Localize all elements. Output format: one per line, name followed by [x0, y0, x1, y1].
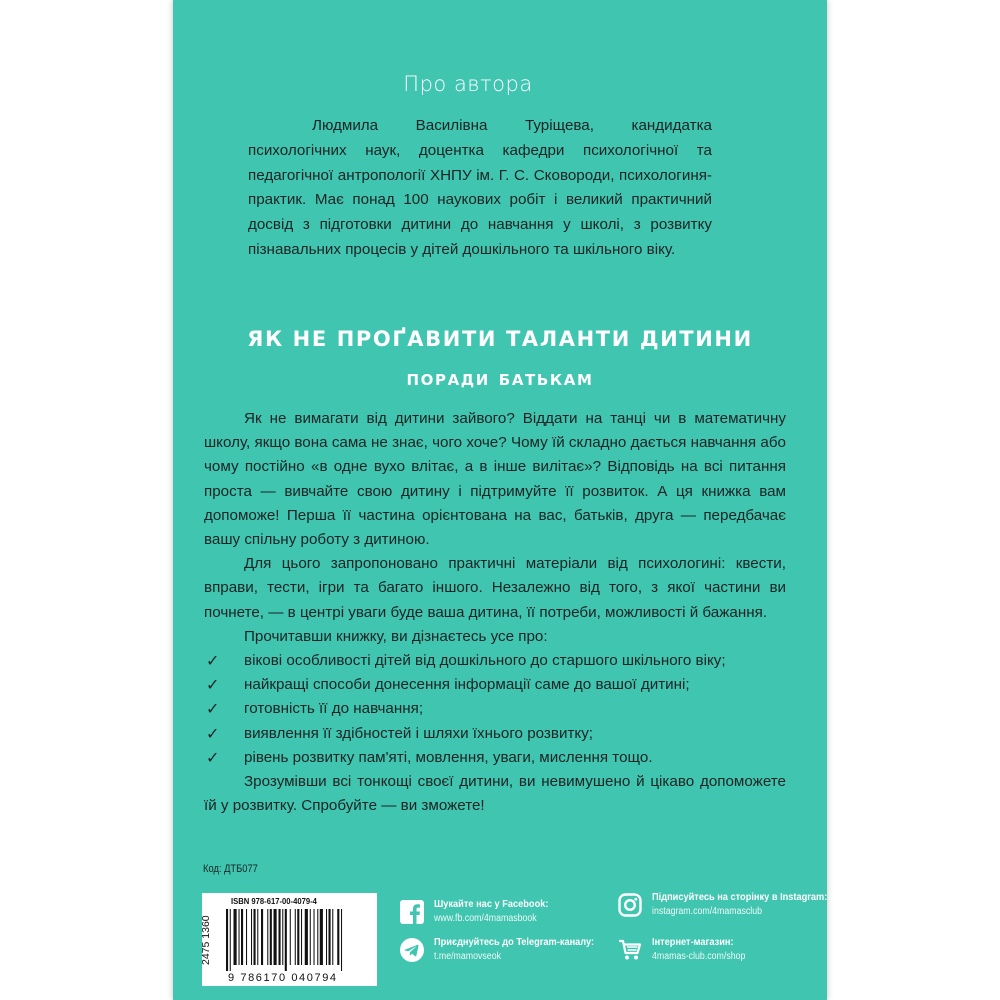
facebook-link[interactable]: www.fb.com/4mamasbook: [434, 913, 537, 924]
list-item: [204, 697, 786, 721]
list-item-text: виявлення її здібностей і шляхи їхнього розвитку;: [244, 724, 594, 742]
instagram-icon: [618, 893, 642, 917]
list-item-text: рівень розвитку пам'яті, мовлення, уваги, мислення тощо.: [244, 748, 653, 766]
barcode-bar: [234, 909, 237, 965]
telegram-icon: [400, 938, 424, 962]
barcode-bar: [285, 909, 287, 971]
instagram-link[interactable]: instagram.com/4mamasclub: [652, 906, 763, 917]
facebook-title: Шукайте нас у Facebook:: [434, 898, 549, 910]
checkmark-icon: ✓: [206, 651, 220, 671]
list-item: [204, 649, 786, 673]
barcode-digits: 9 786170 040794: [228, 972, 338, 984]
barcode-bar: [332, 909, 333, 965]
barcode-bar: [270, 909, 272, 965]
list-item: [204, 746, 786, 770]
telegram-link[interactable]: t.me/mamovseok: [434, 951, 502, 962]
barcode-bar: [282, 909, 283, 965]
barcode-bar: [239, 909, 240, 965]
book-description: [204, 407, 786, 818]
book-subheadline: поради батькам: [406, 366, 594, 390]
benefits-list: [204, 649, 786, 770]
facebook-icon: [400, 900, 424, 924]
product-code: Код: ДТБ077: [203, 863, 258, 875]
checkmark-icon: ✓: [206, 699, 220, 719]
checkmark-icon: ✓: [206, 747, 220, 767]
about-author-title: Про автора: [403, 72, 533, 96]
barcode-bar: [257, 909, 258, 965]
barcode-bar: [274, 909, 277, 965]
barcode-bar: [246, 909, 247, 965]
barcode-bar: [295, 909, 296, 965]
barcode-bar: [261, 909, 263, 965]
barcode-bar: [320, 909, 323, 965]
barcode-bar: [341, 909, 342, 971]
barcode-bar: [254, 909, 256, 965]
barcode-bar: [267, 909, 268, 965]
barcode-bar: [326, 909, 327, 965]
barcode-bar: [317, 909, 318, 965]
book-headline: ЯК НЕ ПРОҐАВИТИ ТАЛАНТИ ДИТИНИ: [247, 327, 753, 351]
barcode-bar: [251, 909, 252, 965]
telegram-title: Приєднуйтесь до Telegram-каналу:: [434, 936, 595, 948]
list-item-text: вікові особливості дітей від дошкільного до старшого шкільного віку;: [244, 652, 726, 670]
description-paragraph-1: Як не вимагати від дитини зайвого? Віддати на танці чи в математичну школу, якщо вона сама не знає, чого хоче? Чому їй складно дається навчання або чому постійно «в одне вухо влітає, а в інше вилітає»? Відповідь на всі питання проста — вивчайте свою дитину і підтримуйте її розвиток. А ця книжка вам допоможе! Перша її частина орієнтована на вас, батьків, друга — передбачає вашу спільну роботу з дитиною.: [204, 410, 786, 549]
barcode-bar: [290, 909, 291, 965]
barcode-bar: [297, 909, 299, 965]
barcode-bar: [314, 909, 315, 965]
cart-icon: [618, 938, 642, 962]
barcode-bar: [279, 909, 281, 965]
barcode-bar: [226, 909, 228, 971]
isbn-label: ISBN 978-617-00-4079-4: [231, 896, 317, 906]
description-paragraph-2: Для цього запропоновано практичні матеріали від психологині: квести, вправи, тести, ігри та багато іншого. Незалежно від того, з якої частини ви почнете, — в центрі уваги буде ваша дитина, її потреби, можливості й бажання.: [204, 555, 786, 621]
shop-link[interactable]: 4mamas-club.com/shop: [652, 951, 746, 962]
list-item-text: готовність її до навчання;: [244, 700, 424, 718]
instagram-title: Підписуйтесь на сторінку в Instagram:: [652, 891, 828, 903]
barcode-bar: [337, 909, 339, 965]
description-paragraph-4: Зрозумівши всі тонкощі своєї дитини, ви невимушено й цікаво допоможете їй у розвитку. Спробуйте — ви зможете!: [204, 773, 786, 815]
barcode-bar: [301, 909, 302, 965]
list-item-text: найкращі способи донесення інформації саме до вашої дитині;: [244, 676, 690, 694]
barcode-bars: [226, 909, 372, 971]
checkmark-icon: ✓: [206, 675, 220, 695]
barcode-bar: [305, 909, 308, 965]
barcode-side-number: 2475 1360: [200, 915, 212, 965]
barcode-bar: [329, 909, 331, 965]
barcode-bar: [241, 909, 243, 965]
description-paragraph-3: Прочитавши книжку, ви дізнаєтесь усе про:: [244, 627, 548, 645]
shop-title: Інтернет-магазин:: [652, 936, 734, 948]
about-author-text: [248, 114, 712, 263]
list-item: [204, 673, 786, 697]
checkmark-icon: ✓: [206, 723, 220, 743]
about-author-paragraph: Людмила Василівна Туріщева, кандидатка психологічних наук, доцентка кафедри психологічної та педагогічної антропології ХНПУ ім. Г. С. Сковороди, психологиня-практик. Має понад 100 наукових робіт і великий практичний досвід з підготовки дитини до навчання у школі, з розвитку пізнавальних процесів у дітей дошкільного та шкільного віку.: [248, 117, 712, 258]
barcode-bar: [230, 909, 231, 971]
barcode-bar: [310, 909, 311, 965]
list-item: [204, 722, 786, 746]
